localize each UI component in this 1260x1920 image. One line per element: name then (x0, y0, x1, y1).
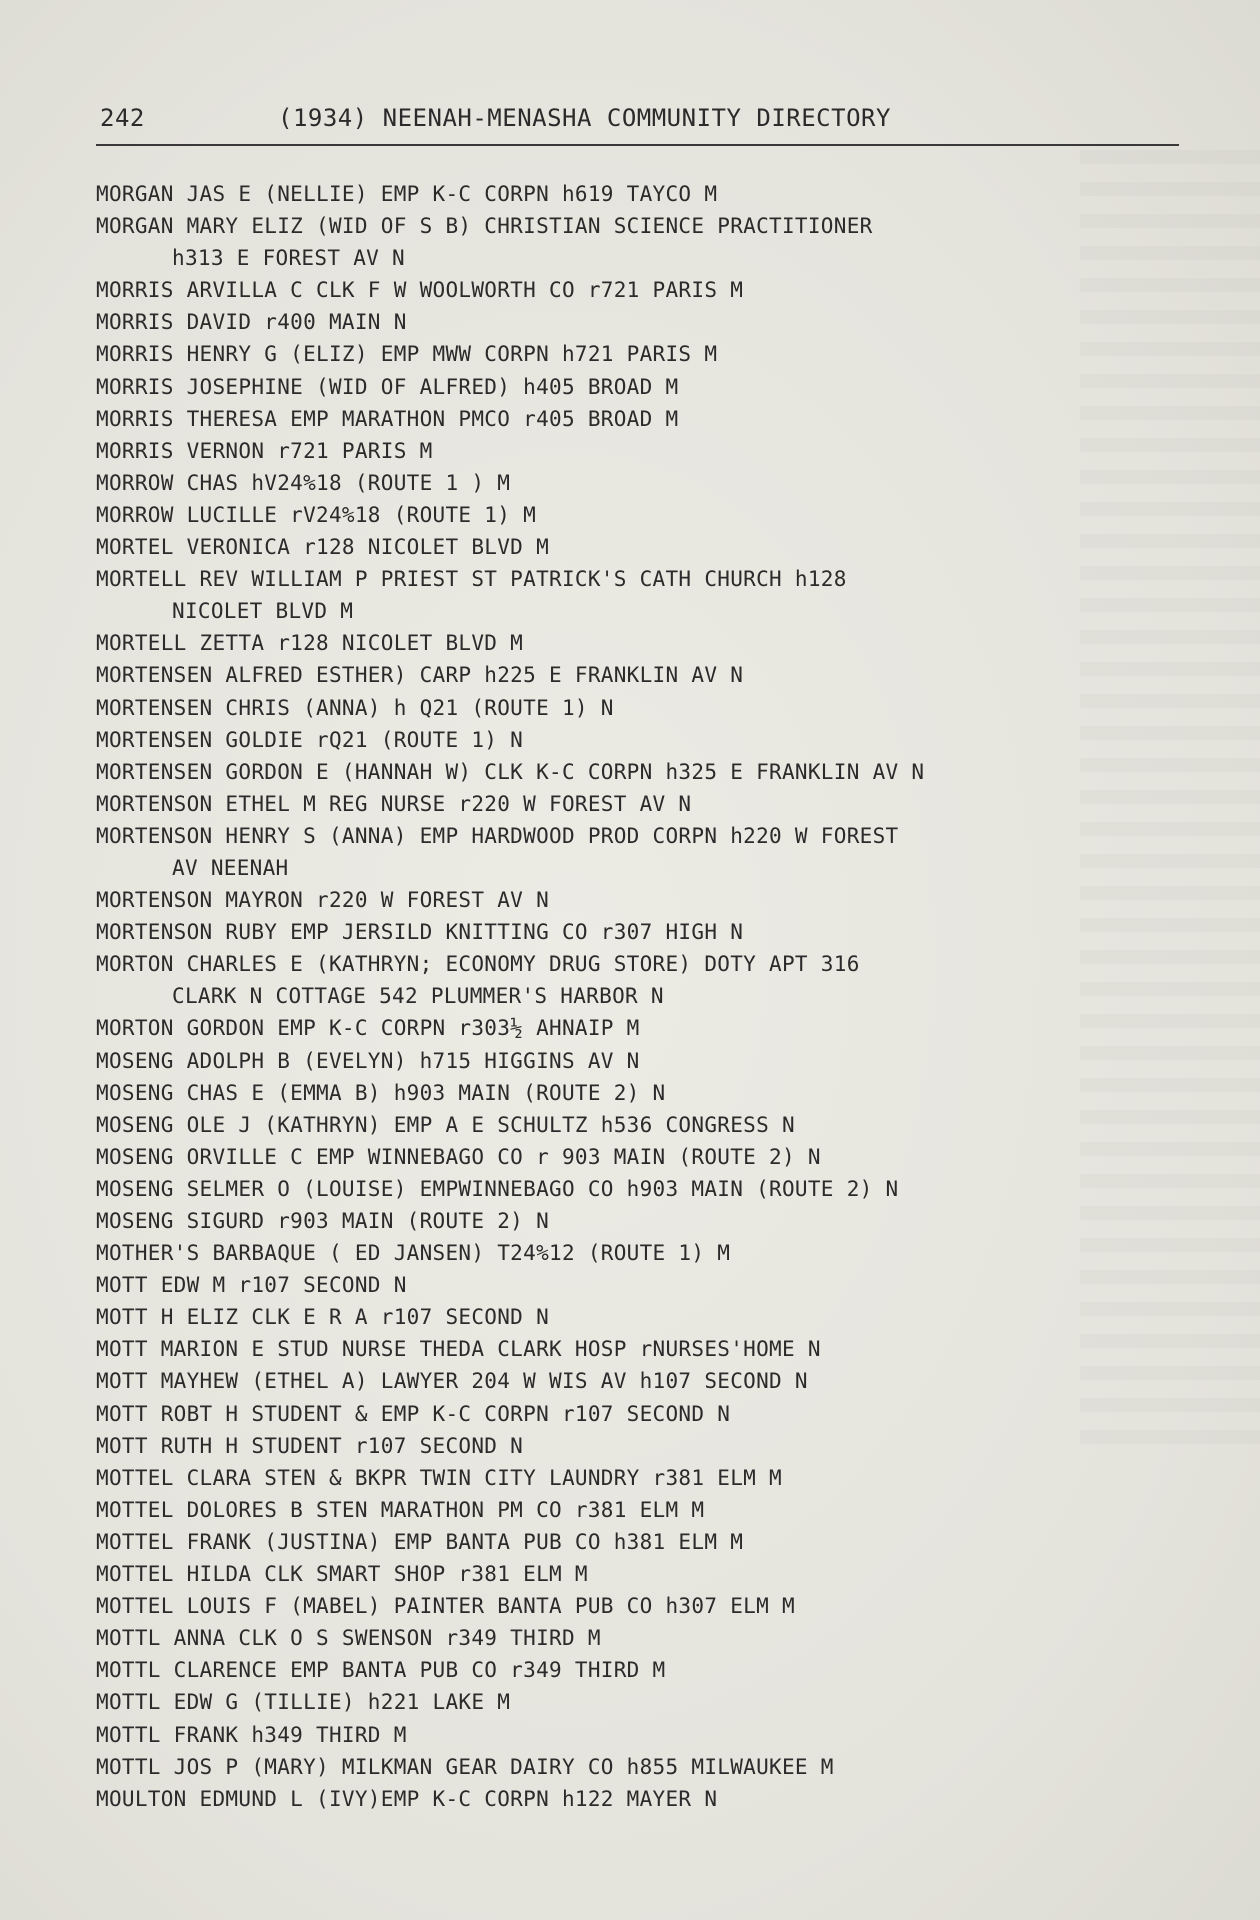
directory-entry: MOTT MARION E STUD NURSE THEDA CLARK HOSP rNURSES'HOME N (96, 1337, 821, 1362)
directory-entry: MORTENSEN GOLDIE rQ21 (ROUTE 1) N (96, 727, 524, 752)
directory-entry: MOTTL ANNA CLK O S SWENSON r349 THIRD M (96, 1626, 601, 1651)
directory-entry: MOTTEL LOUIS F (MABEL) PAINTER BANTA PUB CO h307 ELM M (96, 1594, 795, 1619)
directory-listing (96, 178, 1236, 1815)
running-title: (1934) NEENAH-MENASHA COMMUNITY DIRECTORY (278, 104, 891, 132)
directory-entry: MORROW CHAS hV24%18 (ROUTE 1 ) M (96, 470, 511, 495)
directory-entry: MOSENG ORVILLE C EMP WINNEBAGO CO r 903 MAIN (ROUTE 2) N (96, 1144, 821, 1169)
directory-entry: MORTENSEN ALFRED ESTHER) CARP h225 E FRANKLIN AV N (96, 663, 744, 688)
directory-entry: MORTELL ZETTA r128 NICOLET BLVD M (96, 631, 524, 656)
directory-entry: MOTT ROBT H STUDENT & EMP K-C CORPN r107 SECOND N (96, 1401, 731, 1426)
directory-entry: MORRIS JOSEPHINE (WID OF ALFRED) h405 BROAD M (96, 374, 679, 399)
directory-entry: MOTTL JOS P (MARY) MILKMAN GEAR DAIRY CO h855 MILWAUKEE M (96, 1754, 834, 1779)
directory-entry: MOTHER'S BARBAQUE ( ED JANSEN) T24%12 (ROUTE 1) M (96, 1241, 731, 1266)
directory-entry: MOSENG SIGURD r903 MAIN (ROUTE 2) N (96, 1209, 550, 1233)
directory-entry: MOTTL CLARENCE EMP BANTA PUB CO r349 THIRD M (96, 1658, 666, 1683)
page-number: 242 (100, 104, 145, 132)
directory-entry: MORTEL VERONICA r128 NICOLET BLVD M (96, 535, 550, 560)
directory-entry: MORTENSON ETHEL M REG NURSE r220 W FOREST AV N (96, 791, 692, 816)
directory-entry: MORTENSEN CHRIS (ANNA) h Q21 (ROUTE 1) N (96, 695, 614, 720)
directory-entry: MORTON GORDON EMP K-C CORPN r303½ AHNAIP M (96, 1016, 640, 1041)
directory-entry: MOSENG ADOLPH B (EVELYN) h715 HIGGINS AV N (96, 1048, 640, 1073)
directory-entry: MOSENG SELMER O (LOUISE) EMPWINNEBAGO CO h903 MAIN (ROUTE 2) N (96, 1176, 899, 1201)
directory-entry: MORRIS THERESA EMP MARATHON PMCO r405 BROAD M (96, 406, 679, 431)
directory-entry-continuation: CLARK N COTTAGE 542 PLUMMER'S HARBOR N (172, 984, 664, 1009)
directory-entry: MORTENSEN GORDON E (HANNAH W) CLK K-C CORPN h325 E FRANKLIN AV N (96, 759, 925, 784)
directory-entry: MOTT H ELIZ CLK E R A r107 SECOND N (96, 1305, 550, 1330)
directory-entry-continuation: AV NEENAH (172, 855, 289, 880)
directory-entry: MORRIS HENRY G (ELIZ) EMP MWW CORPN h721 PARIS M (96, 342, 718, 367)
directory-entry: MORTENSON HENRY S (ANNA) EMP HARDWOOD PROD CORPN h220 W FOREST (96, 823, 899, 848)
directory-entry: MOTTEL FRANK (JUSTINA) EMP BANTA PUB CO h381 ELM M (96, 1529, 744, 1554)
header-rule (96, 144, 1179, 146)
directory-entry: MOTT MAYHEW (ETHEL A) LAWYER 204 W WIS AV h107 SECOND N (96, 1369, 808, 1394)
directory-entry: MOSENG CHAS E (EMMA B) h903 MAIN (ROUTE 2) N (96, 1080, 666, 1105)
directory-entry: MOULTON EDMUND L (IVY)EMP K-C CORPN h122 MAYER N (96, 1786, 718, 1811)
directory-entry: MORGAN JAS E (NELLIE) EMP K-C CORPN h619 TAYCO M (96, 182, 718, 206)
directory-entry: MORRIS VERNON r721 PARIS M (96, 438, 433, 463)
directory-entry: MORTON CHARLES E (KATHRYN; ECONOMY DRUG STORE) DOTY APT 316 (96, 952, 860, 977)
directory-entry: MORTENSON MAYRON r220 W FOREST AV N (96, 888, 550, 913)
directory-entry: MORTELL REV WILLIAM P PRIEST ST PATRICK'S CATH CHURCH h128 (96, 567, 847, 592)
directory-entry: MORROW LUCILLE rV24%18 (ROUTE 1) M (96, 502, 537, 527)
directory-entry: MOTTEL CLARA STEN & BKPR TWIN CITY LAUNDRY r381 ELM M (96, 1465, 782, 1490)
directory-entry: MORTENSON RUBY EMP JERSILD KNITTING CO r307 HIGH N (96, 920, 744, 945)
directory-entry-continuation: h313 E FOREST AV N (172, 246, 405, 271)
directory-entry: MOTTL EDW G (TILLIE) h221 LAKE M (96, 1690, 511, 1715)
directory-entry: MOTTEL HILDA CLK SMART SHOP r381 ELM M (96, 1562, 588, 1587)
directory-entry: MOTTEL DOLORES B STEN MARATHON PM CO r381 ELM M (96, 1497, 705, 1522)
directory-entry: MOTTL FRANK h349 THIRD M (96, 1722, 407, 1747)
directory-entry: MORGAN MARY ELIZ (WID OF S B) CHRISTIAN SCIENCE PRACTITIONER (96, 214, 873, 239)
directory-entry: MOTT RUTH H STUDENT r107 SECOND N (96, 1433, 524, 1458)
directory-entry: MORRIS ARVILLA C CLK F W WOOLWORTH CO r721 PARIS M (96, 278, 744, 303)
directory-entry: MOTT EDW M r107 SECOND N (96, 1273, 407, 1298)
directory-entry: MOSENG OLE J (KATHRYN) EMP A E SCHULTZ h536 CONGRESS N (96, 1112, 795, 1137)
directory-entry: MORRIS DAVID r400 MAIN N (96, 310, 407, 335)
directory-entry-continuation: NICOLET BLVD M (172, 599, 354, 624)
